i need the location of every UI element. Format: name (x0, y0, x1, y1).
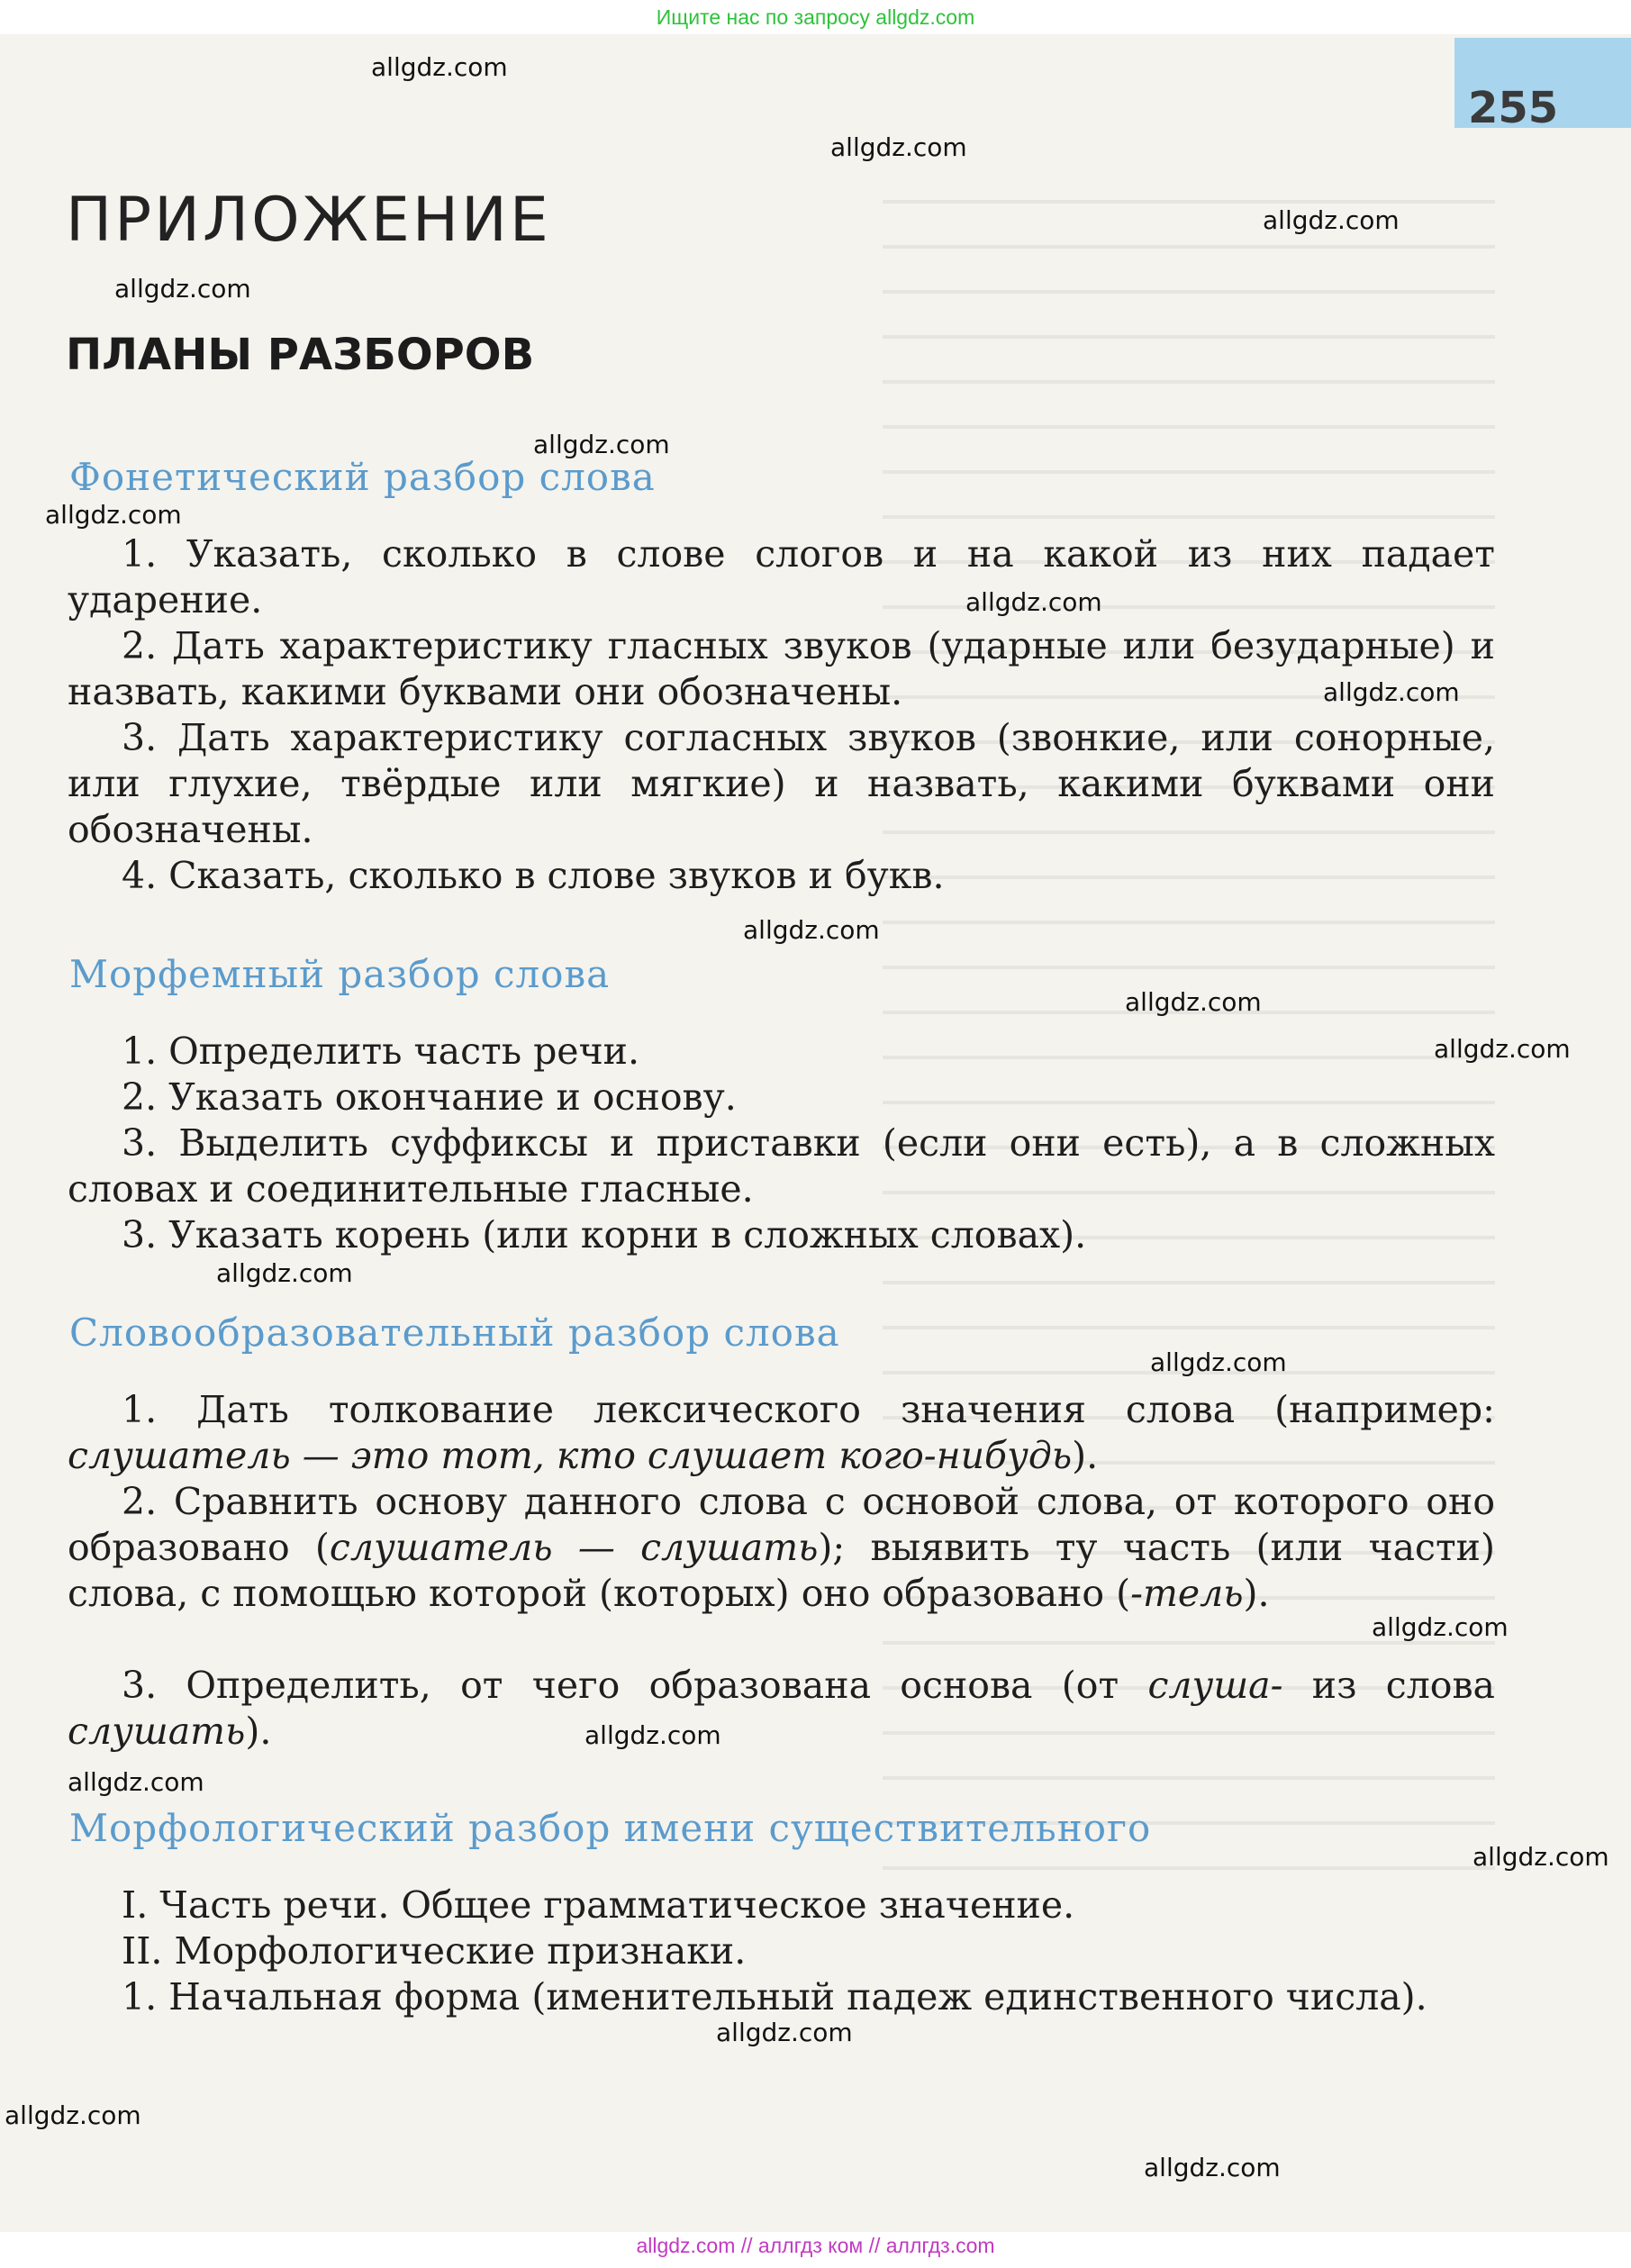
watermark: allgdz.com (1472, 1842, 1609, 1872)
watermark: allgdz.com (716, 2018, 853, 2047)
page-subtitle: ПЛАНЫ РАЗБОРОВ (66, 330, 535, 380)
watermark: allgdz.com (1144, 2153, 1281, 2182)
list-item: I. Часть речи. Общее грамматическое значение. (122, 1883, 1075, 1927)
watermark: allgdz.com (5, 2100, 141, 2130)
text-fragment: из слова (1282, 1664, 1495, 1707)
italic-example: слушатель — это тот, кто слушает кого-нибудь (68, 1434, 1073, 1477)
text-fragment: ). (1243, 1572, 1270, 1615)
italic-example: слушатель — слушать (329, 1526, 819, 1569)
list-item: II. Морфологические признаки. (122, 1929, 747, 1973)
watermark: allgdz.com (216, 1258, 353, 1288)
section-heading-phonetic: Фонетический разбор слова (69, 455, 656, 499)
watermark: allgdz.com (1323, 677, 1460, 707)
section-heading-word-formation: Словообразовательный разбор слова (69, 1311, 840, 1355)
text-fragment: 3. Определить, от чего образована основа (от (122, 1664, 1148, 1707)
page-title: ПРИЛОЖЕНИЕ (66, 185, 551, 256)
watermark: allgdz.com (584, 1720, 721, 1750)
list-item: 2. Дать характеристику гласных звуков (ударные или безударные) и назвать, какими буквами они обозначены. (68, 624, 1495, 713)
section-heading-morphological: Морфологический разбор имени существительного (69, 1806, 1152, 1850)
bottom-banner: allgdz.com // аллгдз ком // аллгдз.com (636, 2234, 995, 2257)
watermark: allgdz.com (1263, 205, 1400, 235)
watermark: allgdz.com (965, 587, 1102, 617)
list-item (68, 1387, 1495, 1479)
watermark: allgdz.com (45, 500, 182, 530)
watermark: allgdz.com (1125, 987, 1262, 1017)
text-fragment: 2. Сравнить основу данного слова с основой слова, от которого оно образовано ( (68, 1480, 1495, 1569)
watermark: allgdz.com (1434, 1034, 1571, 1064)
list-item: 1. Начальная форма (именительный падеж единственного числа). (122, 1975, 1427, 2019)
list-item: 3. Указать корень (или корни в сложных словах). (122, 1213, 1087, 1256)
list-item: 4. Сказать, сколько в слове звуков и букв. (122, 854, 945, 897)
text-fragment: ). (245, 1710, 272, 1753)
text-fragment: 1. Дать толкование лексического значения слова (например: (122, 1388, 1495, 1431)
list-item: 1. Определить часть речи. (122, 1030, 640, 1073)
italic-example: -тель (1130, 1572, 1244, 1615)
text-fragment: ); выявить ту часть (или части) слова, с помощью которой (которых) оно образовано ( (68, 1526, 1495, 1615)
watermark: allgdz.com (1150, 1347, 1287, 1377)
list-item: 2. Указать окончание и основу. (122, 1075, 737, 1119)
watermark: allgdz.com (533, 430, 670, 459)
page-number: 255 (1468, 83, 1559, 133)
watermark: allgdz.com (68, 1767, 204, 1797)
list-item: 3. Выделить суффиксы и приставки (если они есть), а в сложных словах и соединительные гласные. (68, 1121, 1495, 1211)
watermark: allgdz.com (1372, 1612, 1509, 1642)
text-fragment: ). (1072, 1434, 1099, 1477)
watermark: allgdz.com (830, 132, 967, 162)
italic-example: слушать (68, 1710, 246, 1753)
list-item (68, 1479, 1495, 1617)
list-item: 3. Дать характеристику согласных звуков (звонкие, или сонорные, или глухие, твёрдые или мягкие) и назвать, какими буквами они обозначены. (68, 716, 1495, 851)
top-banner: Ищите нас по запросу allgdz.com (656, 5, 975, 29)
watermark: allgdz.com (371, 52, 508, 82)
section-heading-morphemic: Морфемный разбор слова (69, 952, 611, 996)
watermark: allgdz.com (743, 915, 880, 945)
list-item: 1. Указать, сколько в слове слогов и на какой из них падает ударение. (68, 532, 1495, 621)
list-item (68, 1663, 1495, 1755)
italic-example: слуша- (1147, 1664, 1283, 1707)
watermark: allgdz.com (114, 274, 251, 304)
